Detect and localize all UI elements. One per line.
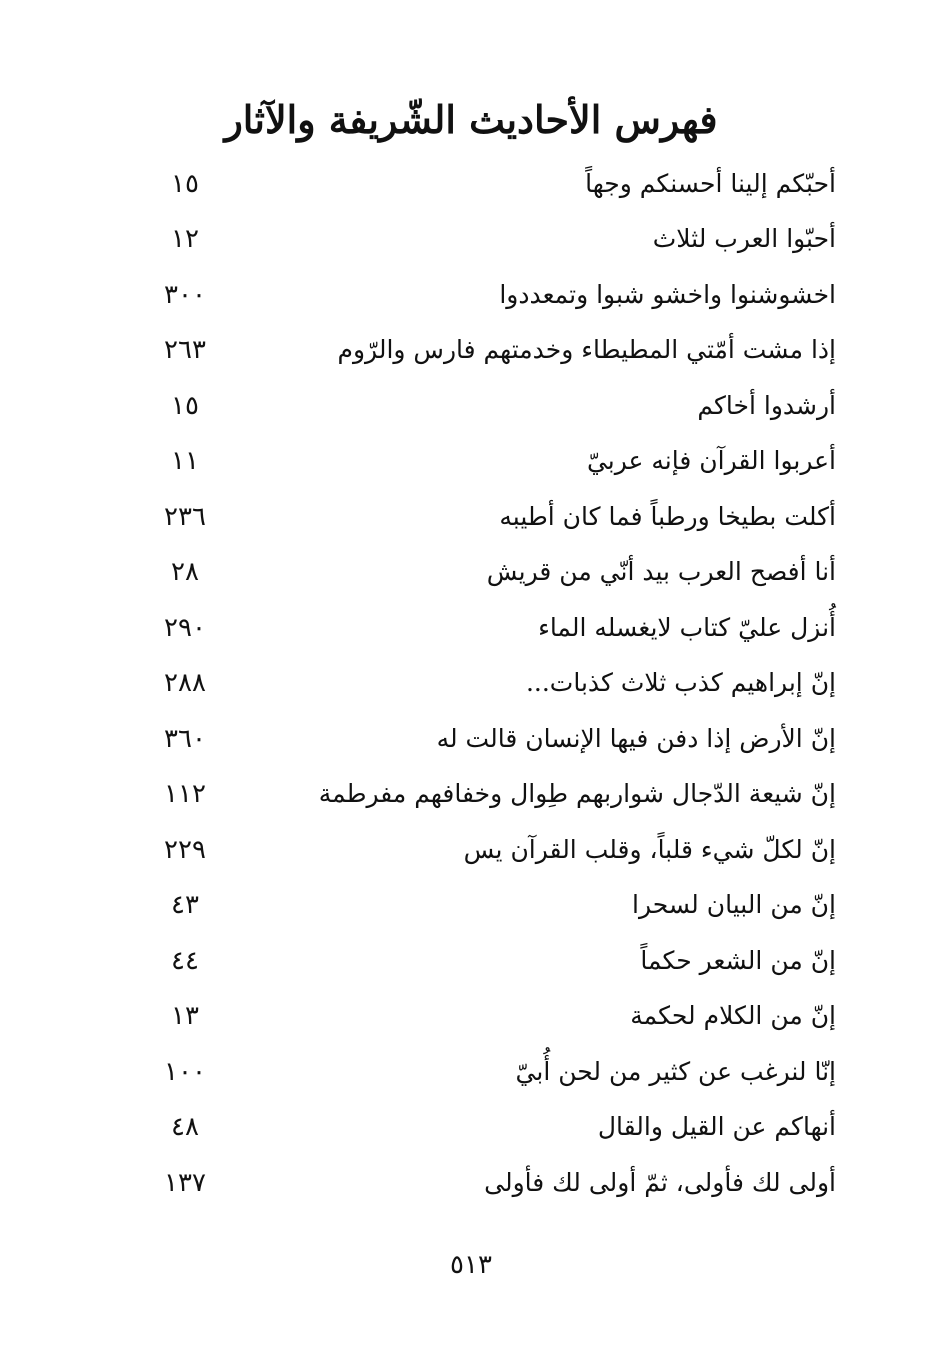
index-hadith-text: أُنزل عليّ كتاب لايغسله الماء [538,612,836,642]
index-row [150,822,836,878]
index-page-number: ١٥ [171,390,199,421]
index-row [150,212,836,268]
index-row [150,600,836,656]
index-hadith-text: أعربوا القرآن فإنه عربيّ [586,446,836,476]
index-row [150,989,836,1045]
index-hadith-text: أولى لك فأولى، ثمّ أولى لك فأولى [484,1167,836,1197]
index-page-number: ١٣٧ [164,1167,206,1198]
index-row [150,267,836,323]
index-hadith-text: أرشدوا أخاكم [697,390,836,420]
index-hadith-text: أنهاكم عن القيل والقال [597,1112,836,1142]
index-row [150,489,836,545]
index-row [150,1044,836,1100]
index-row [150,1100,836,1156]
index-hadith-text: إنّ شيعة الدّجال شواربهم طِوال وخفافهم مفرطمة [318,779,836,809]
index-row [150,656,836,712]
index-page-number: ٣٠٠ [164,279,206,310]
index-hadith-text: إنّ لكلّ شيء قلباً، وقلب القرآن يس [463,834,836,864]
index-page-number: ١١ [171,446,199,477]
index-page-number: ١١٢ [164,779,206,810]
index-page-number: ٢٨ [171,557,199,588]
index-hadith-text: أنا أفصح العرب بيد أنّي من قريش [486,557,836,587]
index-hadith-text: اخشوشنوا واخشو شبوا وتمعددوا [499,279,836,309]
index-page-number: ٢٣٦ [164,501,206,532]
index-row [150,711,836,767]
hadith-index-list [150,156,836,1211]
index-row [150,545,836,601]
index-row [150,878,836,934]
index-row [150,933,836,989]
index-row [150,434,836,490]
index-page-number: ١٣ [171,1001,199,1032]
index-row [150,767,836,823]
index-page-number: ٣٦٠ [164,723,206,754]
index-page-number: ٤٣ [171,890,199,921]
index-hadith-text: إنّ من الكلام لحكمة [630,1001,836,1031]
index-hadith-text: أحبّكم إلينا أحسنكم وجهاً [585,168,836,198]
index-page-number: ٢٢٩ [164,834,206,865]
index-page-number: ٢٦٣ [164,335,206,366]
index-row [150,378,836,434]
index-hadith-text: إنّا لنرغب عن كثير من لحن أُبيّ [515,1056,836,1086]
index-page-number: ١٢ [171,224,199,255]
page-title: فهرس الأحاديث الشّريفة والآثار [224,97,718,142]
index-page-number: ٢٨٨ [164,668,206,699]
index-hadith-text: أحبّوا العرب لثلاث [652,224,836,254]
index-page-number: ٢٩٠ [164,612,206,643]
index-hadith-text: إنّ الأرض إذا دفن فيها الإنسان قالت له [436,723,836,753]
index-hadith-text: إذا مشت أمّتي المطيطاء وخدمتهم فارس والرّوم [337,335,836,365]
index-page-number: ٤٤ [171,945,199,976]
index-hadith-text: أكلت بطيخا ورطباً فما كان أطيبه [499,501,836,531]
index-hadith-text: إنّ إبراهيم كذب ثلاث كذبات... [525,668,836,698]
index-page-number: ١٠٠ [164,1056,206,1087]
index-row [150,323,836,379]
page-folio-number: ٥١٣ [450,1250,492,1280]
index-hadith-text: إنّ من البيان لسحرا [632,890,836,920]
index-page-number: ٤٨ [171,1112,199,1143]
index-row [150,1155,836,1211]
index-page-number: ١٥ [171,168,199,199]
index-hadith-text: إنّ من الشعر حكماً [640,945,836,975]
index-row [150,156,836,212]
